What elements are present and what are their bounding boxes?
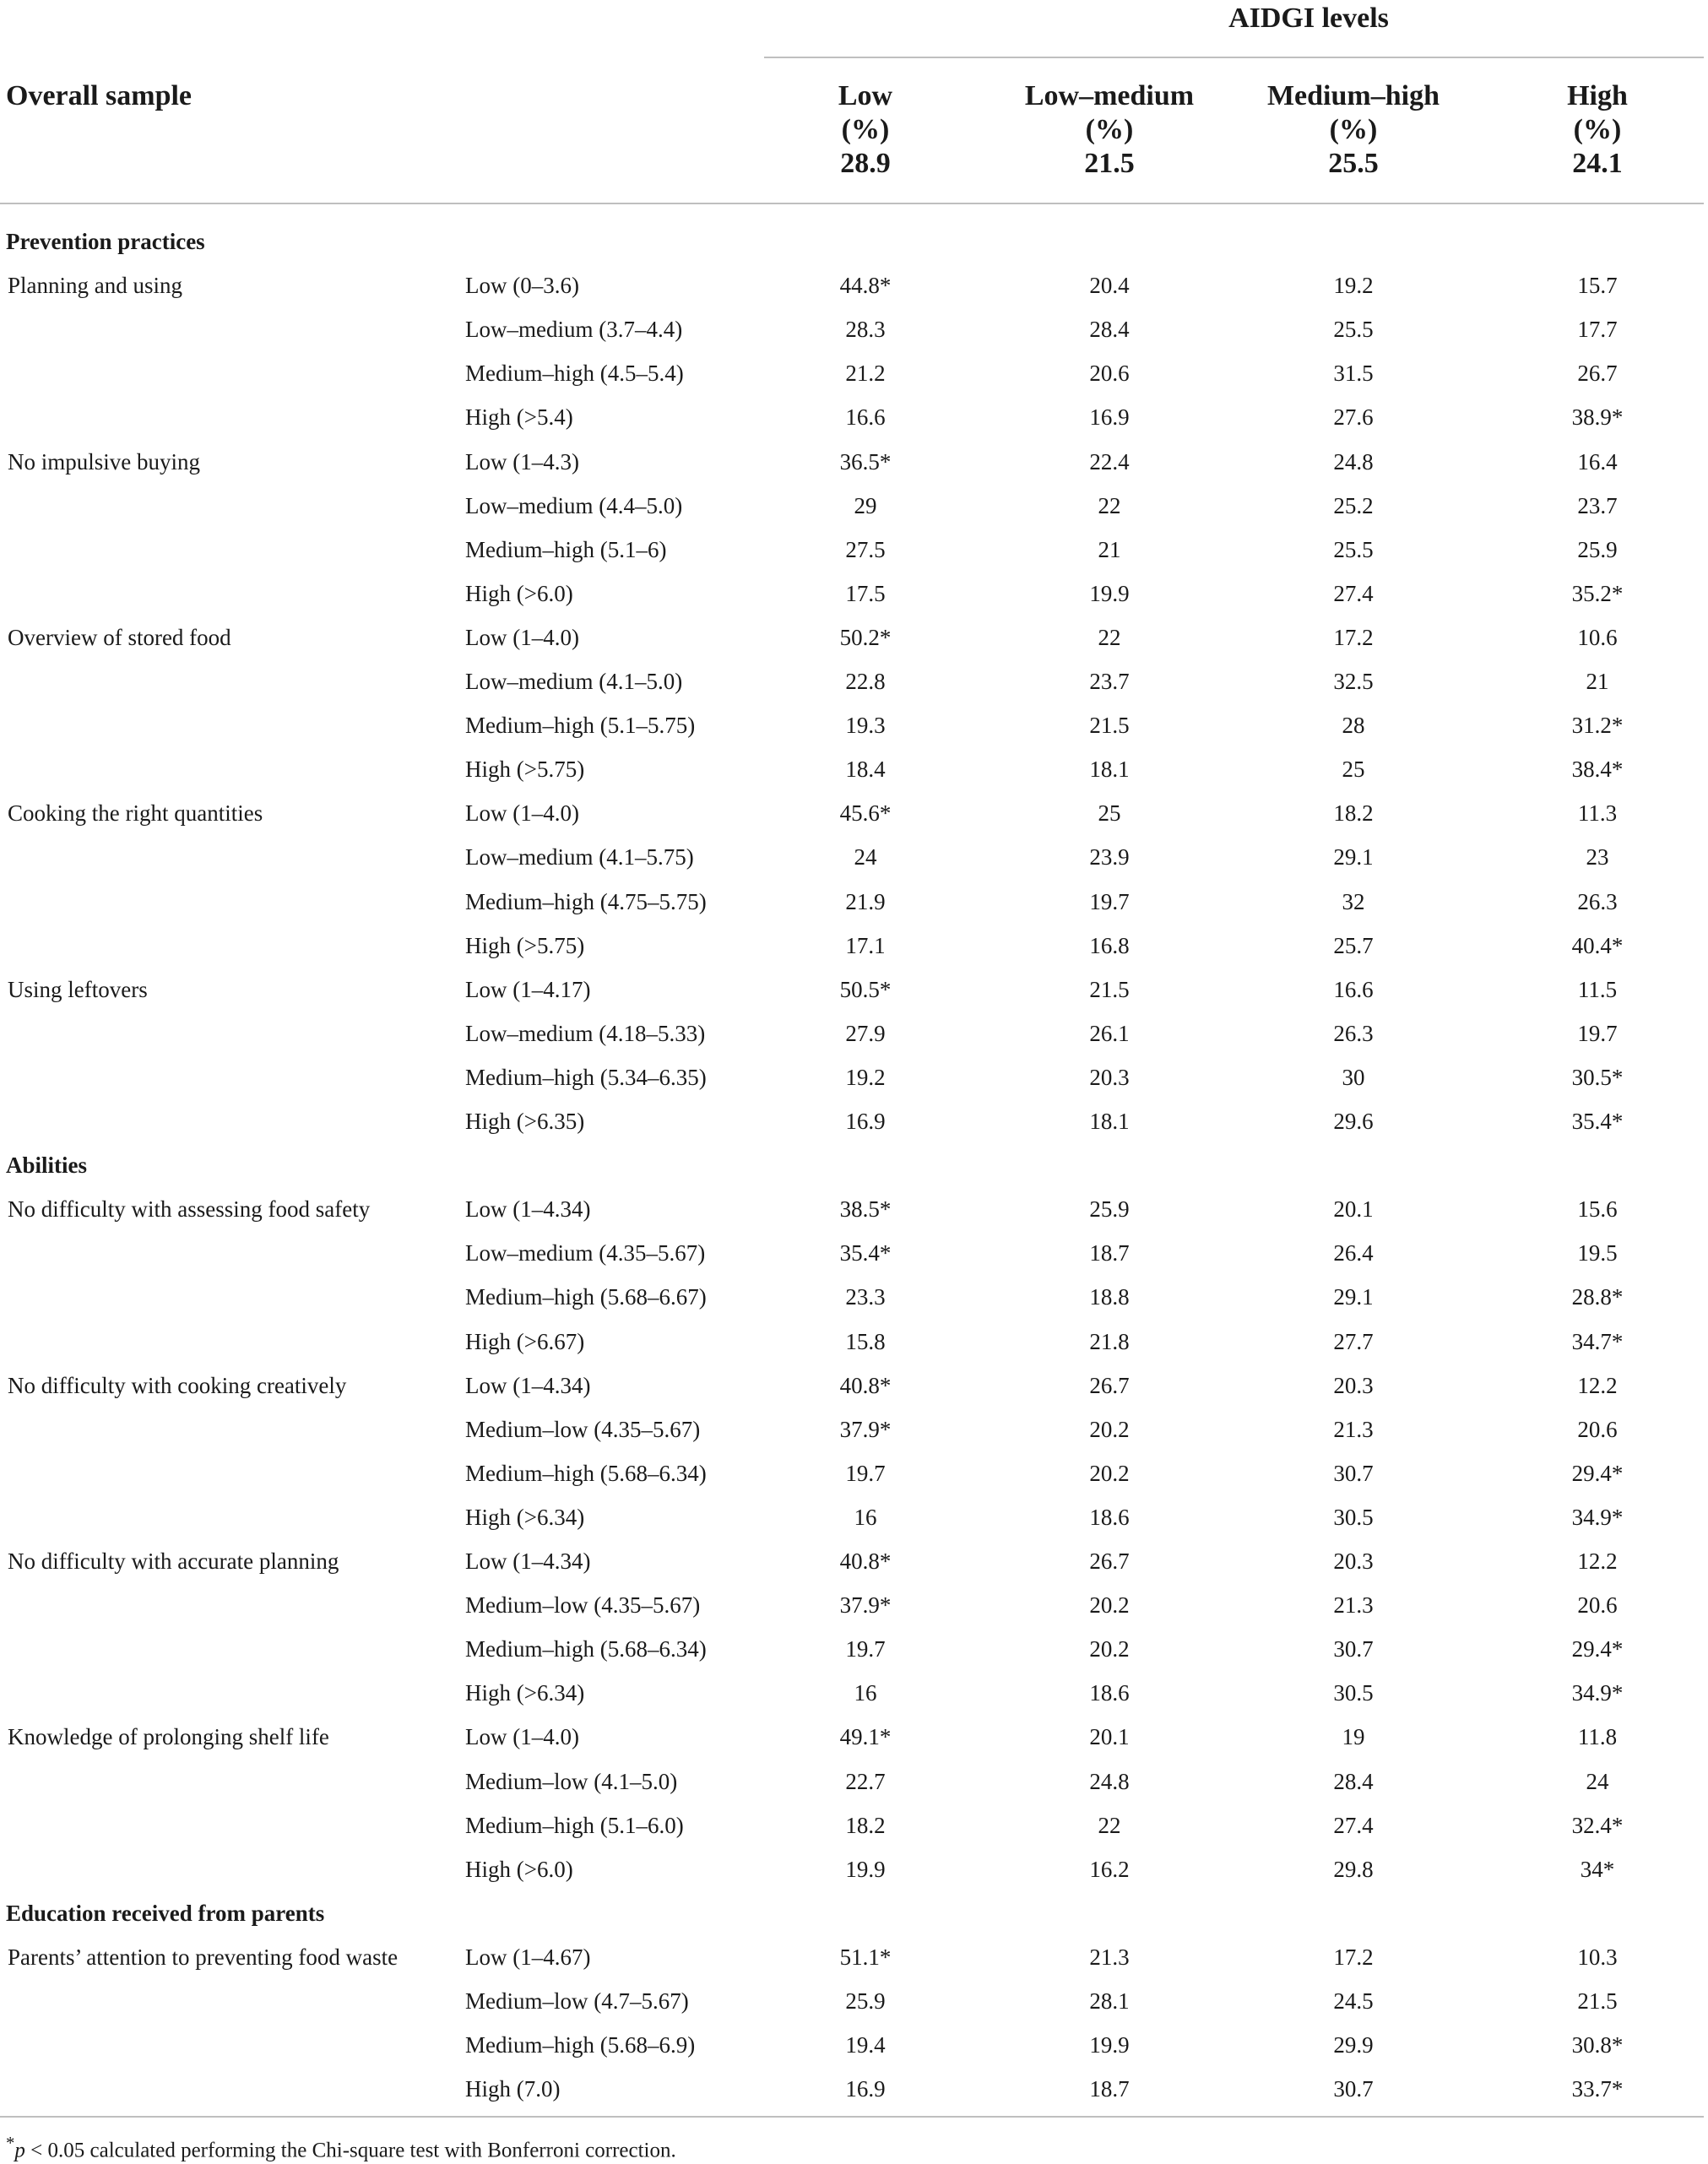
level-label: Low–medium (4.35–5.67) <box>465 1240 706 1266</box>
value-cell: 20.1 <box>1333 1196 1374 1223</box>
table-row <box>0 659 1708 703</box>
value-cell: 40.8* <box>839 1372 892 1398</box>
section-label: Prevention practices <box>6 229 205 254</box>
value-cell: 27.6 <box>1333 404 1374 431</box>
value-cell: 22 <box>1098 492 1121 518</box>
value-cell: 23.9 <box>1089 844 1130 870</box>
table-row <box>0 880 1708 924</box>
value-cell: 29.1 <box>1333 844 1374 870</box>
measure-label: Using leftovers <box>8 976 148 1002</box>
value-cell: 15.8 <box>845 1328 886 1354</box>
value-cell: 25.7 <box>1333 932 1374 958</box>
value-cell: 21 <box>1586 669 1609 694</box>
table-row <box>0 968 1708 1011</box>
level-label: Medium–high (5.1–6.0) <box>465 1812 684 1838</box>
value-cell: 19.7 <box>1089 888 1130 914</box>
table-row <box>0 484 1708 528</box>
value-cell: 19.5 <box>1577 1240 1618 1266</box>
level-label: Low–medium (4.1–5.0) <box>465 669 683 694</box>
value-cell: 26.7 <box>1577 361 1618 387</box>
value-cell: 21 <box>1098 536 1121 562</box>
value-cell: 16.9 <box>845 2076 886 2102</box>
table-row <box>0 1364 1708 1407</box>
level-label: Low–medium (4.1–5.75) <box>465 844 694 870</box>
column-unit: (%) <box>1329 114 1378 145</box>
value-cell: 40.8* <box>839 1548 892 1574</box>
column-share: 21.5 <box>1084 148 1135 179</box>
value-cell: 12.2 <box>1577 1372 1618 1398</box>
value-cell: 22.8 <box>845 669 886 694</box>
value-cell: 19.9 <box>1089 580 1130 606</box>
value-cell: 37.9* <box>839 1416 892 1442</box>
value-cell: 27.4 <box>1333 1812 1374 1838</box>
measure-label: No impulsive buying <box>8 448 200 475</box>
value-cell: 38.9* <box>1571 404 1624 431</box>
table-row <box>0 1231 1708 1275</box>
table-row <box>0 1715 1708 1759</box>
value-cell: 24.5 <box>1333 1988 1374 2014</box>
value-cell: 29.4* <box>1571 1460 1624 1486</box>
footnote-mark: * <box>6 2133 15 2153</box>
value-cell: 12.2 <box>1577 1548 1618 1574</box>
column-header-low <box>747 79 984 181</box>
value-cell: 30.7 <box>1333 2076 1374 2102</box>
value-cell: 30 <box>1342 1064 1365 1090</box>
column-share: 25.5 <box>1328 148 1379 179</box>
value-cell: 29.4* <box>1571 1636 1624 1662</box>
value-cell: 21.3 <box>1089 1944 1130 1970</box>
section-row <box>0 220 1708 263</box>
value-cell: 16.8 <box>1089 932 1130 958</box>
level-label: High (>6.67) <box>465 1328 585 1354</box>
value-cell: 37.9* <box>839 1592 892 1619</box>
value-cell: 29.6 <box>1333 1109 1374 1134</box>
value-cell: 18.2 <box>845 1812 886 1838</box>
value-cell: 20.6 <box>1089 361 1130 387</box>
section-label: Education received from parents <box>6 1900 325 1926</box>
value-cell: 22.4 <box>1089 448 1130 475</box>
footer-rule <box>0 2116 1704 2118</box>
column-name: High <box>1567 80 1628 111</box>
value-cell: 19.7 <box>1577 1020 1618 1046</box>
value-cell: 35.4* <box>839 1240 892 1266</box>
measure-label: Overview of stored food <box>8 624 231 650</box>
table-row <box>0 747 1708 791</box>
value-cell: 38.5* <box>839 1196 892 1223</box>
table-row <box>0 263 1708 307</box>
value-cell: 30.8* <box>1571 2032 1624 2058</box>
value-cell: 30.5 <box>1333 1680 1374 1706</box>
measure-label: No difficulty with accurate planning <box>8 1548 339 1574</box>
table-row <box>0 924 1708 968</box>
value-cell: 25.9 <box>1577 536 1618 562</box>
value-cell: 34.9* <box>1571 1504 1624 1530</box>
value-cell: 50.5* <box>839 976 892 1002</box>
value-cell: 23 <box>1586 844 1609 870</box>
value-cell: 19 <box>1342 1724 1365 1750</box>
value-cell: 50.2* <box>839 624 892 650</box>
level-label: Medium–high (5.68–6.67) <box>465 1284 707 1310</box>
value-cell: 20.3 <box>1089 1064 1130 1090</box>
level-label: High (>6.0) <box>465 580 573 606</box>
measure-label: No difficulty with assessing food safety <box>8 1196 371 1223</box>
value-cell: 25 <box>1342 757 1365 783</box>
footnote-text: < 0.05 calculated performing the Chi-square test with Bonferroni correction. <box>24 2139 676 2162</box>
value-cell: 16.9 <box>845 1109 886 1134</box>
value-cell: 34.9* <box>1571 1680 1624 1706</box>
value-cell: 25.9 <box>1089 1196 1130 1223</box>
value-cell: 16.9 <box>1089 404 1130 431</box>
value-cell: 26.1 <box>1089 1020 1130 1046</box>
table-row <box>0 791 1708 835</box>
overall-sample-label: Overall sample <box>6 80 192 111</box>
value-cell: 15.7 <box>1577 273 1618 299</box>
level-label: Medium–low (4.1–5.0) <box>465 1768 678 1794</box>
value-cell: 17.7 <box>1577 317 1618 343</box>
level-label: High (>5.75) <box>465 932 585 958</box>
table-row <box>0 1539 1708 1583</box>
table-row <box>0 1275 1708 1319</box>
value-cell: 33.7* <box>1571 2076 1624 2102</box>
value-cell: 30.5 <box>1333 1504 1374 1530</box>
value-cell: 28.4 <box>1333 1768 1374 1794</box>
section-row <box>0 1891 1708 1935</box>
value-cell: 21.8 <box>1089 1328 1130 1354</box>
value-cell: 29.9 <box>1333 2032 1374 2058</box>
level-label: Low (1–4.67) <box>465 1944 591 1970</box>
value-cell: 19.3 <box>845 713 886 739</box>
value-cell: 32.4* <box>1571 1812 1624 1838</box>
column-header-medium-high <box>1235 79 1472 181</box>
level-label: Medium–high (4.5–5.4) <box>465 361 684 387</box>
value-cell: 20.1 <box>1089 1724 1130 1750</box>
table-row <box>0 307 1708 351</box>
value-cell: 44.8* <box>839 273 892 299</box>
value-cell: 36.5* <box>839 448 892 475</box>
level-label: Medium–high (5.1–5.75) <box>465 713 696 739</box>
value-cell: 21.2 <box>845 361 886 387</box>
table-row <box>0 440 1708 484</box>
value-cell: 21.3 <box>1333 1592 1374 1619</box>
measure-label: Knowledge of prolonging shelf life <box>8 1724 329 1750</box>
level-label: Medium–high (5.34–6.35) <box>465 1064 707 1090</box>
table-row <box>0 2067 1708 2111</box>
table-row <box>0 1847 1708 1891</box>
level-label: Low (1–4.34) <box>465 1372 591 1398</box>
column-name: Medium–high <box>1266 80 1440 111</box>
value-cell: 21.5 <box>1089 713 1130 739</box>
table-row <box>0 2023 1708 2067</box>
level-label: Low (1–4.17) <box>465 976 591 1002</box>
value-cell: 16 <box>854 1504 877 1530</box>
value-cell: 29.1 <box>1333 1284 1374 1310</box>
level-label: Medium–high (5.68–6.34) <box>465 1460 707 1486</box>
value-cell: 22.7 <box>845 1768 886 1794</box>
section-label: Abilities <box>6 1153 88 1179</box>
column-unit: (%) <box>841 114 890 145</box>
value-cell: 31.5 <box>1333 361 1374 387</box>
level-label: High (>5.75) <box>465 757 585 783</box>
footnote <box>6 2129 676 2164</box>
table-row <box>0 835 1708 879</box>
value-cell: 28.8* <box>1571 1284 1624 1310</box>
value-cell: 19.7 <box>845 1636 886 1662</box>
value-cell: 17.2 <box>1333 1944 1374 1970</box>
table-row <box>0 1055 1708 1099</box>
measure-label: Planning and using <box>8 273 182 299</box>
value-cell: 18.6 <box>1089 1504 1130 1530</box>
table-row <box>0 572 1708 616</box>
value-cell: 26.3 <box>1577 888 1618 914</box>
value-cell: 10.3 <box>1577 1944 1618 1970</box>
value-cell: 18.4 <box>845 757 886 783</box>
value-cell: 28.3 <box>845 317 886 343</box>
value-cell: 19.9 <box>845 1856 886 1882</box>
value-cell: 30.7 <box>1333 1460 1374 1486</box>
value-cell: 25 <box>1098 800 1121 827</box>
value-cell: 29.8 <box>1333 1856 1374 1882</box>
value-cell: 20.2 <box>1089 1636 1130 1662</box>
measure-label: No difficulty with cooking creatively <box>8 1372 347 1398</box>
value-cell: 18.1 <box>1089 757 1130 783</box>
table-row <box>0 351 1708 395</box>
value-cell: 22 <box>1098 624 1121 650</box>
value-cell: 11.3 <box>1577 800 1618 827</box>
table-row <box>0 616 1708 659</box>
level-label: High (7.0) <box>465 2076 561 2102</box>
value-cell: 17.5 <box>845 580 886 606</box>
table-row <box>0 528 1708 572</box>
value-cell: 11.8 <box>1577 1724 1618 1750</box>
value-cell: 28.4 <box>1089 317 1130 343</box>
table-row <box>0 1671 1708 1715</box>
group-header-rule <box>764 57 1704 58</box>
value-cell: 11.5 <box>1577 976 1618 1002</box>
value-cell: 27.5 <box>845 536 886 562</box>
value-cell: 18.2 <box>1333 800 1374 827</box>
value-cell: 23.7 <box>1577 492 1618 518</box>
value-cell: 18.7 <box>1089 2076 1130 2102</box>
column-header-high <box>1479 79 1708 181</box>
value-cell: 30.5* <box>1571 1064 1624 1090</box>
value-cell: 51.1* <box>839 1944 892 1970</box>
value-cell: 27.4 <box>1333 580 1374 606</box>
column-unit: (%) <box>1085 114 1134 145</box>
value-cell: 20.2 <box>1089 1460 1130 1486</box>
table-row <box>0 1627 1708 1671</box>
value-cell: 19.4 <box>845 2032 886 2058</box>
value-cell: 10.6 <box>1577 624 1618 650</box>
level-label: Medium–high (5.68–6.9) <box>465 2032 696 2058</box>
value-cell: 35.2* <box>1571 580 1624 606</box>
level-label: Medium–low (4.35–5.67) <box>465 1416 701 1442</box>
value-cell: 27.9 <box>845 1020 886 1046</box>
value-cell: 18.6 <box>1089 1680 1130 1706</box>
value-cell: 49.1* <box>839 1724 892 1750</box>
table-row <box>0 1760 1708 1803</box>
level-label: Medium–high (5.68–6.34) <box>465 1636 707 1662</box>
table-row <box>0 1935 1708 1979</box>
level-label: High (>5.4) <box>465 404 573 431</box>
value-cell: 18.7 <box>1089 1240 1130 1266</box>
value-cell: 20.4 <box>1089 273 1130 299</box>
table-row <box>0 1979 1708 2023</box>
value-cell: 21.3 <box>1333 1416 1374 1442</box>
value-cell: 35.4* <box>1571 1109 1624 1134</box>
section-row <box>0 1143 1708 1187</box>
value-cell: 19.9 <box>1089 2032 1130 2058</box>
measure-label: Parents’ attention to preventing food waste <box>8 1944 399 1970</box>
value-cell: 16.6 <box>845 404 886 431</box>
value-cell: 24.8 <box>1089 1768 1130 1794</box>
column-name: Low–medium <box>1024 80 1195 111</box>
level-label: Low (1–4.0) <box>465 800 579 827</box>
table-row <box>0 1495 1708 1539</box>
value-cell: 28.1 <box>1089 1988 1130 2014</box>
value-cell: 26.3 <box>1333 1020 1374 1046</box>
value-cell: 16.2 <box>1089 1856 1130 1882</box>
value-cell: 20.3 <box>1333 1372 1374 1398</box>
value-cell: 40.4* <box>1571 932 1624 958</box>
value-cell: 16.6 <box>1333 976 1374 1002</box>
value-cell: 21.9 <box>845 888 886 914</box>
value-cell: 18.1 <box>1089 1109 1130 1134</box>
table-row <box>0 1187 1708 1231</box>
table-row <box>0 1099 1708 1143</box>
level-label: Low (1–4.34) <box>465 1548 591 1574</box>
table-row <box>0 1583 1708 1627</box>
column-share: 24.1 <box>1572 148 1623 179</box>
level-label: Medium–low (4.35–5.67) <box>465 1592 701 1619</box>
value-cell: 16 <box>854 1680 877 1706</box>
value-cell: 17.2 <box>1333 624 1374 650</box>
value-cell: 24 <box>854 844 877 870</box>
table-row <box>0 395 1708 439</box>
value-cell: 21.5 <box>1089 976 1130 1002</box>
level-label: Low–medium (4.18–5.33) <box>465 1020 706 1046</box>
value-cell: 25.2 <box>1333 492 1374 518</box>
value-cell: 25.9 <box>845 1988 886 2014</box>
value-cell: 28 <box>1342 713 1365 739</box>
value-cell: 31.2* <box>1571 713 1624 739</box>
level-label: High (>6.34) <box>465 1504 585 1530</box>
table-row <box>0 1407 1708 1451</box>
level-label: Medium–high (5.1–6) <box>465 536 667 562</box>
column-share: 28.9 <box>840 148 891 179</box>
value-cell: 20.6 <box>1577 1592 1618 1619</box>
level-label: Low (1–4.34) <box>465 1196 591 1223</box>
value-cell: 32.5 <box>1333 669 1374 694</box>
table-row <box>0 703 1708 747</box>
level-label: Low (1–4.0) <box>465 624 579 650</box>
value-cell: 19.7 <box>845 1460 886 1486</box>
value-cell: 23.3 <box>845 1284 886 1310</box>
level-label: High (>6.34) <box>465 1680 585 1706</box>
level-label: High (>6.35) <box>465 1109 585 1134</box>
value-cell: 22 <box>1098 1812 1121 1838</box>
level-label: High (>6.0) <box>465 1856 573 1882</box>
level-label: Medium–low (4.7–5.67) <box>465 1988 689 2014</box>
value-cell: 20.2 <box>1089 1416 1130 1442</box>
level-label: Low (0–3.6) <box>465 273 579 299</box>
value-cell: 21.5 <box>1577 1988 1618 2014</box>
header-rule <box>0 203 1704 204</box>
level-label: Low (1–4.0) <box>465 1724 579 1750</box>
level-label: Low (1–4.3) <box>465 448 579 475</box>
value-cell: 26.7 <box>1089 1548 1130 1574</box>
value-cell: 20.3 <box>1333 1548 1374 1574</box>
value-cell: 16.4 <box>1577 448 1618 475</box>
value-cell: 45.6* <box>839 800 892 827</box>
value-cell: 24 <box>1586 1768 1609 1794</box>
table-row <box>0 1011 1708 1055</box>
table-row <box>0 1320 1708 1364</box>
value-cell: 20.6 <box>1577 1416 1618 1442</box>
level-label: Low–medium (4.4–5.0) <box>465 492 683 518</box>
column-name: Low <box>838 80 893 111</box>
value-cell: 15.6 <box>1577 1196 1618 1223</box>
value-cell: 26.7 <box>1089 1372 1130 1398</box>
value-cell: 19.2 <box>1333 273 1374 299</box>
value-cell: 20.2 <box>1089 1592 1130 1619</box>
group-header: AIDGI levels <box>1228 3 1389 34</box>
value-cell: 23.7 <box>1089 669 1130 694</box>
level-label: Low–medium (3.7–4.4) <box>465 317 683 343</box>
column-header-low-medium <box>991 79 1228 181</box>
value-cell: 25.5 <box>1333 536 1374 562</box>
value-cell: 30.7 <box>1333 1636 1374 1662</box>
table-row <box>0 1803 1708 1847</box>
value-cell: 29 <box>854 492 877 518</box>
value-cell: 19.2 <box>845 1064 886 1090</box>
value-cell: 17.1 <box>845 932 886 958</box>
value-cell: 38.4* <box>1571 757 1624 783</box>
value-cell: 25.5 <box>1333 317 1374 343</box>
value-cell: 27.7 <box>1333 1328 1374 1354</box>
value-cell: 32 <box>1342 888 1365 914</box>
value-cell: 34.7* <box>1571 1328 1624 1354</box>
value-cell: 26.4 <box>1333 1240 1374 1266</box>
value-cell: 24.8 <box>1333 448 1374 475</box>
table-row <box>0 1451 1708 1495</box>
level-label: Medium–high (4.75–5.75) <box>465 888 707 914</box>
measure-label: Cooking the right quantities <box>8 800 263 827</box>
value-cell: 18.8 <box>1089 1284 1130 1310</box>
column-unit: (%) <box>1573 114 1622 145</box>
footnote-p: p <box>14 2139 25 2162</box>
value-cell: 34* <box>1580 1856 1615 1882</box>
